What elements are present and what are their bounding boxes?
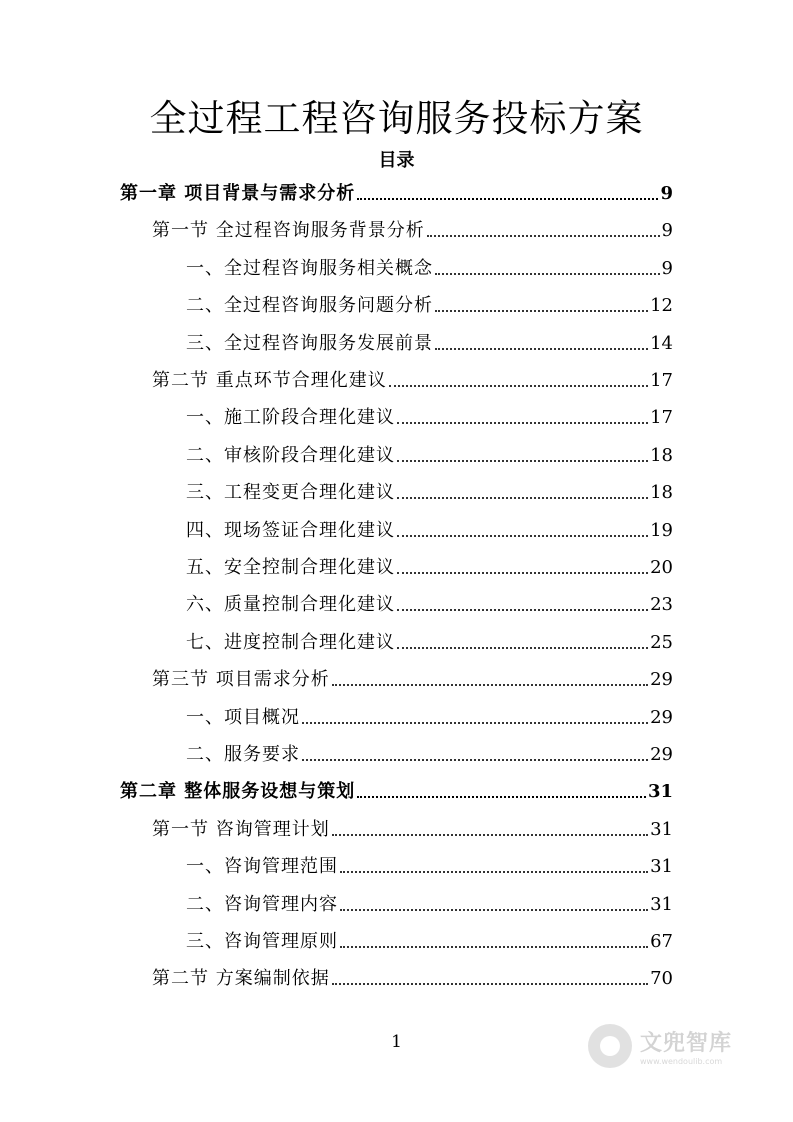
toc-entry-label: 二、审核阶段合理化建议 <box>186 444 395 466</box>
watermark-name: 文兜智库 <box>640 1031 733 1056</box>
toc-entry-page: 14 <box>650 332 673 354</box>
toc-dot-leader <box>435 310 648 312</box>
toc-entry-item[interactable] <box>186 256 673 282</box>
toc-entry-label: 第二章 整体服务设想与策划 <box>120 781 356 803</box>
toc-dot-leader <box>357 198 658 200</box>
toc-entry-label: 二、咨询管理内容 <box>186 893 338 915</box>
toc-entry-item[interactable] <box>186 592 673 618</box>
toc-dot-leader <box>397 460 648 462</box>
toc-dot-leader <box>340 871 648 873</box>
toc-entry-label: 二、全过程咨询服务问题分析 <box>186 295 433 317</box>
toc-entry-item[interactable] <box>186 331 673 357</box>
toc-dot-leader <box>332 684 648 686</box>
toc-entry-label: 七、进度控制合理化建议 <box>186 631 395 653</box>
toc-entry-label: 第二节 方案编制依据 <box>152 968 330 990</box>
toc-entry-page: 31 <box>650 893 673 915</box>
toc-entry-page: 70 <box>650 968 673 990</box>
toc-entry-label: 三、全过程咨询服务发展前景 <box>186 332 433 354</box>
toc-entry-item[interactable] <box>186 293 673 319</box>
toc-entry-item[interactable] <box>186 929 673 955</box>
toc-dot-leader <box>435 273 660 275</box>
toc-entry-label: 一、施工阶段合理化建议 <box>186 407 395 429</box>
toc-entry-page: 9 <box>661 220 673 242</box>
document-title: 全过程工程咨询服务投标方案 <box>149 97 644 140</box>
toc-dot-leader <box>397 572 648 574</box>
toc-dot-leader <box>332 834 648 836</box>
toc-entry-label: 一、项目概况 <box>186 706 300 728</box>
toc-entry-chapter[interactable] <box>120 181 673 207</box>
toc-entry-page: 12 <box>650 295 673 317</box>
toc-entry-page: 29 <box>650 669 673 691</box>
toc-entry-item[interactable] <box>186 443 673 469</box>
toc-entry-section[interactable] <box>152 368 673 394</box>
toc-entry-label: 第一节 全过程咨询服务背景分析 <box>152 220 425 242</box>
toc-entry-page: 31 <box>647 781 673 803</box>
toc-entry-page: 18 <box>650 482 673 504</box>
toc-entry-section[interactable] <box>152 966 673 992</box>
toc-entry-page: 25 <box>650 631 673 653</box>
toc-entry-label: 第二节 重点环节合理化建议 <box>152 370 387 391</box>
toc-heading: 目录 <box>378 150 415 171</box>
toc-entry-page: 31 <box>650 818 673 840</box>
toc-dot-leader <box>302 759 648 761</box>
toc-dot-leader <box>340 946 648 948</box>
toc-dot-leader <box>340 909 648 911</box>
toc-dot-leader <box>389 385 648 387</box>
toc-entry-label: 三、工程变更合理化建议 <box>186 482 395 504</box>
toc-entry-page: 23 <box>650 594 673 616</box>
toc-entry-page: 67 <box>650 931 673 952</box>
toc-entry-section[interactable] <box>152 817 673 843</box>
toc-entry-item[interactable] <box>186 742 673 768</box>
toc-entry-item[interactable] <box>186 705 673 731</box>
toc-entry-page: 17 <box>650 370 673 391</box>
toc-dot-leader <box>435 348 648 350</box>
toc-entry-section[interactable] <box>152 667 673 693</box>
toc-entry-label: 三、咨询管理原则 <box>186 931 338 952</box>
toc-entry-label: 五、安全控制合理化建议 <box>186 557 395 578</box>
watermark-url: www.wendoulib.com <box>640 1057 723 1066</box>
toc-dot-leader <box>427 235 660 237</box>
toc-entry-item[interactable] <box>186 555 673 581</box>
toc-dot-leader <box>397 647 648 649</box>
toc-entry-label: 四、现场签证合理化建议 <box>186 519 395 541</box>
toc-entry-item[interactable] <box>186 518 673 544</box>
page-number: 1 <box>391 1032 402 1052</box>
toc-entry-label: 一、全过程咨询服务相关概念 <box>186 257 433 279</box>
toc-entry-item[interactable] <box>186 892 673 918</box>
toc-entry-page: 29 <box>650 706 673 728</box>
toc-entry-page: 9 <box>661 257 673 279</box>
toc-dot-leader <box>397 497 648 499</box>
toc-entry-label: 第三节 项目需求分析 <box>152 669 330 691</box>
toc-entry-label: 第一章 项目背景与需求分析 <box>120 183 356 204</box>
watermark-logo-icon <box>588 1024 632 1068</box>
watermark <box>588 1020 758 1072</box>
toc-dot-leader <box>397 609 648 611</box>
toc-entry-item[interactable] <box>186 854 673 880</box>
toc-entry-item[interactable] <box>186 630 673 656</box>
toc-dot-leader <box>332 983 648 985</box>
toc-entry-item[interactable] <box>186 480 673 506</box>
toc-dot-leader <box>357 796 646 798</box>
toc-entry-label: 二、服务要求 <box>186 744 300 765</box>
toc-entry-label: 六、质量控制合理化建议 <box>186 594 395 616</box>
toc-entry-page: 20 <box>650 557 673 578</box>
toc-entry-chapter[interactable] <box>120 779 673 805</box>
toc-entry-label: 一、咨询管理范围 <box>186 856 338 878</box>
toc-dot-leader <box>302 722 648 724</box>
toc-entry-page: 19 <box>650 519 673 541</box>
toc-dot-leader <box>397 422 648 424</box>
toc-entry-page: 9 <box>660 183 673 204</box>
toc-entry-section[interactable] <box>152 218 673 244</box>
toc-entry-item[interactable] <box>186 405 673 431</box>
toc-entry-page: 29 <box>650 744 673 765</box>
toc-entry-page: 31 <box>650 856 673 878</box>
toc-dot-leader <box>397 535 648 537</box>
toc-entry-page: 18 <box>650 444 673 466</box>
toc-entry-label: 第一节 咨询管理计划 <box>152 818 330 840</box>
toc-entry-page: 17 <box>650 407 673 429</box>
